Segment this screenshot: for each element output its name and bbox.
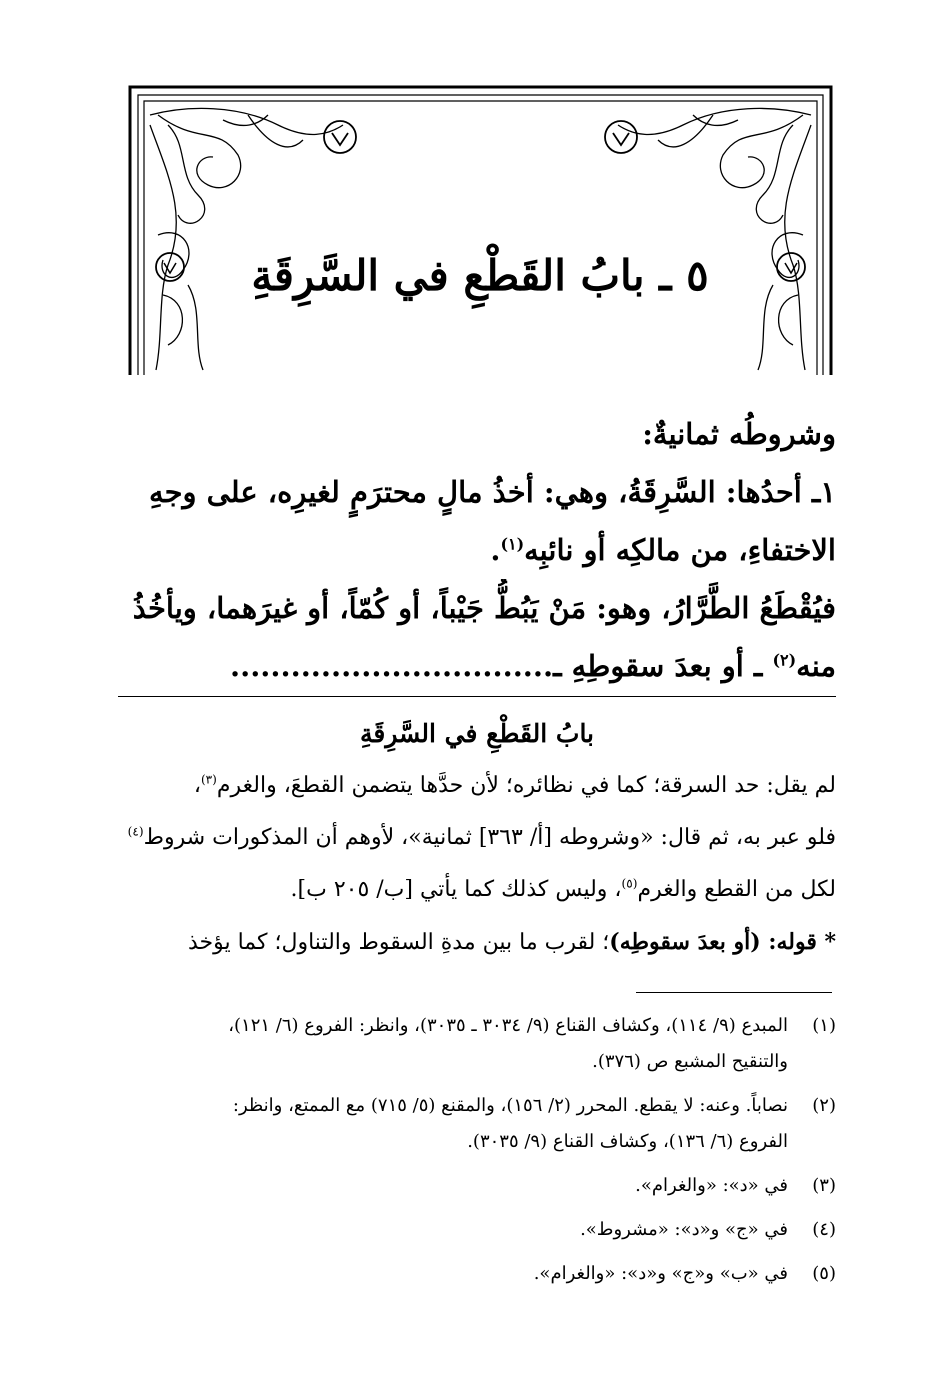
main-line-5-dots: ................................ [230, 649, 554, 683]
footnote-1 [112, 1008, 836, 1080]
commentary-line-1 [118, 760, 836, 812]
commentary-line-4-text: ؛ لقرب ما بين مدةِ السقوط والتناول؛ كما يؤخذ [187, 930, 610, 955]
footnote-number: (٢) [812, 1095, 836, 1116]
commentary-line-2-text: فلو عبر به، ثم قال: «وشروطه [أ/ ٣٦٣] ثمانية»، لأوهم أن المذكورات شروط [143, 825, 836, 850]
footnote-3 [112, 1168, 836, 1204]
footnote-2 [112, 1088, 836, 1160]
footnote-ref-1[interactable]: (١) [500, 534, 525, 554]
commentary-line-3-text: لكل من القطع والغرم [637, 877, 836, 902]
commentary-line-3-end: ، وليس كذلك كما يأتي [ب/ ٢٠٥ ب]. [290, 877, 622, 902]
footnote-ref-2[interactable]: (٢) [772, 650, 797, 670]
footnotes [112, 1008, 836, 1300]
main-line-3 [120, 521, 836, 579]
footnote-line: نصاباً. وعنه: لا يقطع. المحرر (٢/ ١٥٦)، والمقنع (٥/ ٧١٥) مع الممتع، وانظر: [232, 1095, 788, 1116]
footnote-4 [112, 1212, 836, 1248]
commentary-title: بابُ القَطْعِ في السَّرِقَةِ [359, 719, 595, 748]
footnote-line: والتنقيح المشبع ص (٣٧٦). [592, 1051, 788, 1072]
footnote-number: (٣) [812, 1175, 836, 1196]
main-line-5-text: ـ أو بعدَ سقوطِهِ ـ [553, 649, 773, 683]
footnote-number: (٤) [812, 1219, 836, 1240]
footnote-body [112, 1212, 788, 1248]
footnote-divider [636, 992, 832, 993]
commentary [118, 708, 836, 968]
commentary-quote: * قوله: (أو بعدَ سقوطِه) [609, 929, 836, 955]
footnote-ref-4[interactable]: (٤) [127, 824, 144, 839]
main-line-4: فيُقْطَعُ الطَّرَّارُ، وهو: مَنْ يَبُطُّ جَيْباً، أو كُمّاً، أو غيرَهما، ويأخُذُ [132, 591, 836, 625]
frame-border-drawing [128, 85, 833, 375]
footnote-body [112, 1088, 788, 1160]
main-line-5-start: منه [796, 649, 836, 683]
commentary-line-1-text: لم يقل: حد السرقة؛ كما في نظائره؛ لأن حدَّها يتضمن القطعَ، والغرم [216, 773, 836, 798]
commentary-line-4 [118, 916, 836, 968]
commentary-line-2 [118, 812, 836, 864]
footnote-line: في «د»: «والغرام». [635, 1175, 788, 1196]
main-text [120, 405, 836, 695]
footnote-ref-3[interactable]: (٣) [200, 772, 217, 787]
commentary-line-3 [118, 864, 836, 916]
footnote-body [112, 1008, 788, 1080]
footnote-number: (١) [812, 1015, 836, 1036]
main-line-3-text: الاختفاءِ، من مالكِه أو نائبِه [524, 533, 836, 567]
footnote-body [112, 1168, 788, 1204]
main-line-3-end: . [490, 533, 501, 567]
footnote-number: (٥) [812, 1263, 836, 1284]
footnote-body [112, 1256, 788, 1292]
footnote-line: الفروع (٦/ ١٣٦)، وكشاف القناع (٩/ ٣٠٣٥). [467, 1131, 788, 1152]
text-divider [118, 696, 836, 697]
footnote-5 [112, 1256, 836, 1292]
main-line-2: ١ـ أحدُها: السَّرِقَةُ، وهي: أخذُ مالٍ محترَمٍ لغيرِه، على وجهِ [149, 475, 836, 509]
chapter-title: ٥ ـ بابُ القَطْعِ في السَّرِقَةِ [251, 251, 709, 300]
footnote-line: في «ج» و«د»: «مشروط». [580, 1219, 788, 1240]
footnote-line: المبدع (٩/ ١١٤)، وكشاف القناع (٩/ ٣٠٣٤ ـ ٣٠٣٥)، وانظر: الفروع (٦/ ١٢١)، [228, 1015, 788, 1036]
ornamental-frame [128, 85, 833, 375]
commentary-line-1-end: ، [193, 773, 201, 798]
footnote-line: في «ب» و«ج» و«د»: «والغرام». [533, 1263, 788, 1284]
main-line-5 [120, 637, 836, 695]
footnote-ref-5[interactable]: (٥) [621, 876, 638, 891]
main-line-1: وشروطُه ثمانيةٌ: [642, 417, 836, 451]
